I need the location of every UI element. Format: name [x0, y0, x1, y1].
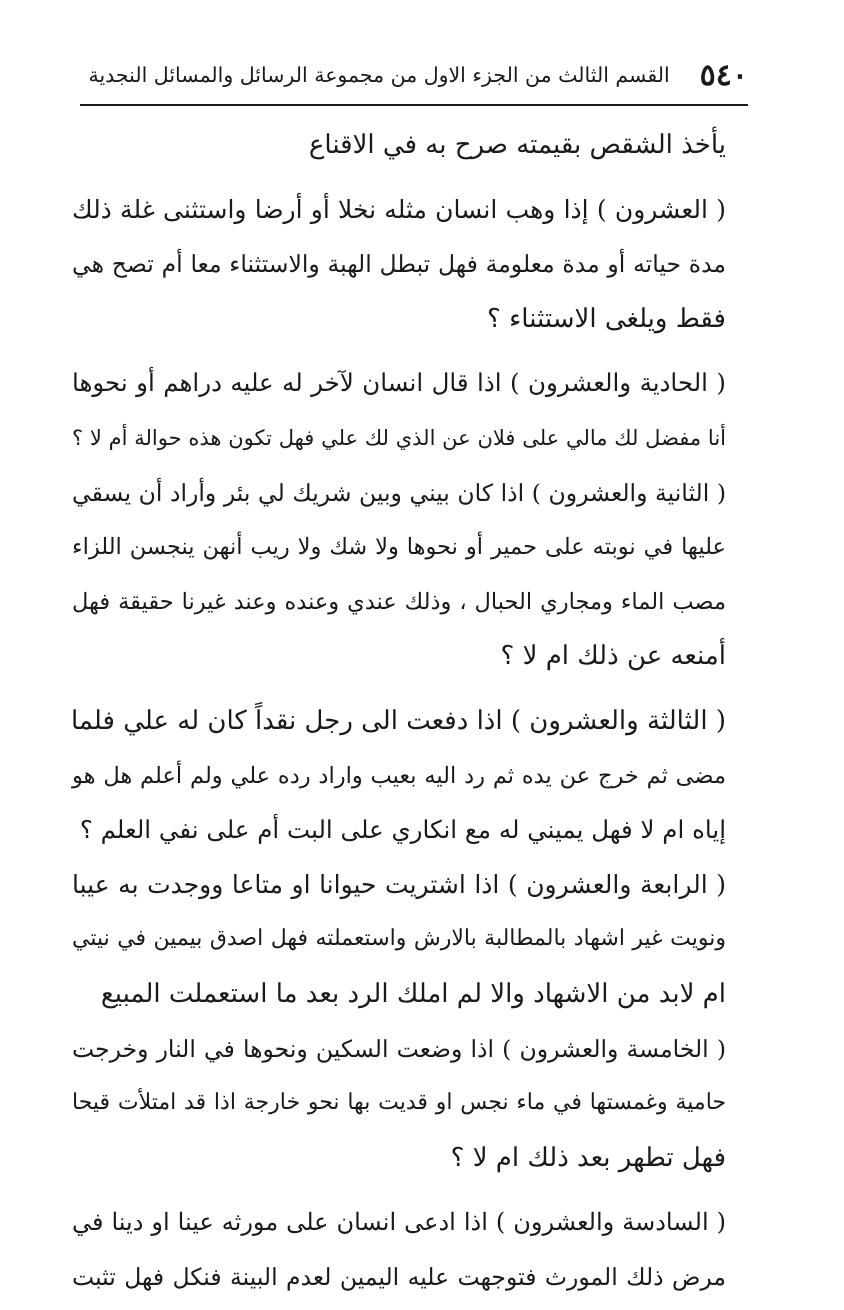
text-line: مصب الماء ومجاري الحبال ، وذلك عندي وعنده وعند غيرنا حقيقة فهل	[72, 588, 726, 615]
paragraph-gap	[72, 173, 726, 183]
running-title: القسم الثالث من الجزء الاول من مجموعة الرسائل والمسائل النجدية	[88, 63, 670, 87]
text-line: فهل تطهر بعد ذلك ام لا ؟	[450, 1142, 726, 1173]
text-line: ( السادسة والعشرون ) اذا ادعى انسان على مورثه عينا او دينا في	[72, 1208, 726, 1237]
page-number: ٥٤٠	[699, 57, 748, 93]
text-line: مرض ذلك المورث فتوجهت عليه اليمين لعدم البينة فنكل فهل تثبت	[72, 1262, 726, 1291]
text-line: ( العشرون ) إذا وهب انسان مثله نخلا أو أرضا واستثنى غلة ذلك	[72, 194, 726, 224]
header-rule	[80, 104, 748, 106]
paragraph-gap	[72, 684, 726, 694]
text-line: ( الخامسة والعشرون ) اذا وضعت السكين ونحوها في النار وخرجت	[72, 1034, 726, 1063]
text-line: إياه ام لا فهل يميني له مع انكاري على البت أم على نفي العلم ؟	[79, 815, 726, 845]
text-line: حامية وغمستها في ماء نجس او قديت بها نحو خارجة اذا قد امتلأت قيحا	[72, 1090, 726, 1116]
text-line: ( الثالثة والعشرون ) اذا دفعت الى رجل نقداً كان له علي فلما	[70, 705, 726, 736]
body-text	[72, 118, 726, 1304]
paragraph-gap	[72, 346, 726, 356]
text-line: مدة حياته أو مدة معلومة فهل تبطل الهبة والاستثناء معا أم تصح هي	[72, 250, 726, 279]
text-line: فقط ويلغى الاستثناء ؟	[487, 303, 726, 334]
text-line: ام لابد من الاشهاد والا لم املك الرد بعد ما استعملت المبيع	[100, 978, 726, 1009]
text-line: ونويت غير اشهاد بالمطالبة بالارش واستعملته فهل اصدق بيمين في نيتي	[72, 926, 726, 952]
text-line: ( الرابعة والعشرون ) اذا اشتريت حيوانا او متاعا ووجدت به عيبا	[72, 869, 726, 899]
text-line: ( الحادية والعشرون ) اذا قال انسان لآخر له عليه دراهم أو نحوها	[72, 368, 726, 398]
text-line: يأخذ الشقص بقيمته صرح به في الاقناع	[308, 130, 726, 160]
text-line: عليها في نوبته على حمير أو نحوها ولا شك ولا ريب أنهن ينجسن اللزاء	[72, 534, 726, 561]
paragraph-gap	[72, 1185, 726, 1195]
text-line: أنا مفضل لك مالي على فلان عن الذي لك علي فهل تكون هذه حوالة أم لا ؟	[72, 425, 726, 450]
page-header	[80, 52, 748, 98]
text-line: ( الثانية والعشرون ) اذا كان بيني وبين شريك لي بئر وأراد أن يسقي	[72, 478, 726, 507]
text-line: مضى ثم خرج عن يده ثم رد اليه بعيب واراد رده علي ولم أعلم هل هو	[72, 762, 726, 789]
text-line: أمنعه عن ذلك ام لا ؟	[500, 641, 726, 672]
